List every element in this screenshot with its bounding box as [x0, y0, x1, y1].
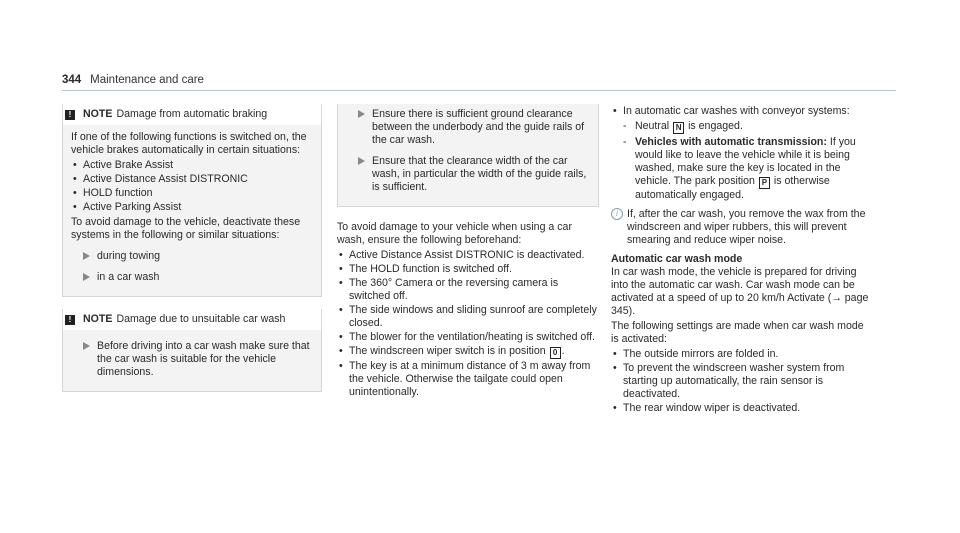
list-item: • The windscreen wiper switch is in position 0 .: [337, 345, 599, 359]
page-number: 344: [62, 74, 82, 86]
list-item: • The outside mirrors are folded in.: [611, 348, 873, 361]
neutral-key: N: [673, 122, 684, 134]
column-1: [62, 104, 322, 392]
mode-title: Automatic car wash mode: [611, 253, 743, 265]
step-item: [71, 340, 313, 379]
sub-item-text: If you would like to leave the vehicle while it is being washed, make sure the key is located in the vehicle. The park position: [635, 136, 856, 187]
mode-text: In car wash mode, the vehicle is prepared for driving into the automatic car wash. Car wash mode can be activated at a speed of up to 20 km/h Activate (→ page 345).: [611, 266, 869, 317]
section-title: Maintenance and care: [90, 74, 204, 86]
list-item: • The blower for the ventilation/heating is switched off.: [337, 331, 599, 344]
note-label: NOTE: [83, 108, 113, 120]
step-item: [71, 250, 313, 263]
note-body: [63, 125, 321, 296]
note-body: [63, 330, 321, 391]
dash-marker: -: [623, 120, 627, 132]
note-title: Damage due to unsuitable car wash: [116, 313, 286, 325]
arrow-icon: [358, 110, 365, 118]
arrow-icon: [83, 252, 90, 260]
info-text: If, after the car wash, you remove the wax from the windscreen and wiper rubbers, this will prevent smearing and reduce wiper noise.: [627, 208, 866, 246]
list-item: • The side windows and sliding sunroof are completely closed.: [337, 304, 599, 330]
sub-item-text: Neutral: [635, 120, 670, 132]
list-item: • Active Parking Assist: [71, 201, 313, 214]
step-text: during towing: [97, 250, 161, 262]
note-label: NOTE: [83, 313, 113, 325]
step-text: Ensure there is sufficient ground clearance between the underbody and the guide rails of the car wash.: [372, 108, 585, 146]
sub-item-text: is engaged.: [688, 120, 743, 132]
settings-intro: The following settings are made when car wash mode is activated:: [611, 320, 864, 345]
list-item: • The key is at a minimum distance of 3 m away from the vehicle. Otherwise the tailgate could open unintentionally.: [337, 360, 599, 399]
list-item: • HOLD function: [71, 187, 313, 200]
note-unsuitable-car-wash: [62, 309, 322, 392]
list-item-text: The windscreen wiper switch is in position: [349, 345, 546, 357]
note-intro: If one of the following functions is switched on, the vehicle brakes automatically in certain situations:: [71, 131, 307, 156]
note-continuation: [337, 104, 599, 207]
function-list: [71, 159, 313, 214]
list-item: • In automatic car washes with conveyor systems:: [611, 105, 873, 118]
arrow-icon: [358, 157, 365, 165]
info-note: [611, 208, 873, 247]
conveyor-list: [611, 105, 873, 118]
wiper-position-key: 0: [550, 347, 561, 359]
header-rule: [62, 90, 896, 91]
sub-item-automatic: [611, 136, 873, 202]
note-automatic-braking: [62, 104, 322, 297]
sub-item-text: is otherwise automatically engaged.: [635, 175, 830, 201]
list-item: • The 360° Camera or the reversing camera is switched off.: [337, 277, 599, 303]
park-key: P: [759, 177, 770, 189]
sub-item-heading: Vehicles with automatic transmission:: [635, 136, 827, 148]
column-2: [337, 104, 599, 401]
warning-icon: !: [65, 315, 75, 325]
step-item: [346, 108, 590, 147]
arrow-icon: [83, 342, 90, 350]
page-header: [62, 74, 896, 87]
settings-list: [611, 348, 873, 415]
arrow-icon: [83, 273, 90, 281]
step-item: [346, 155, 590, 194]
column-3: [611, 104, 873, 417]
warning-icon: !: [65, 110, 75, 120]
car-wash-intro: To avoid damage to your vehicle when using a car wash, ensure the following beforehand:: [337, 221, 572, 246]
list-item: • The rear window wiper is deactivated.: [611, 402, 873, 415]
sub-item-neutral: [611, 120, 873, 134]
info-icon: i: [611, 208, 623, 220]
step-item: [71, 271, 313, 284]
step-text: Before driving into a car wash make sure that the car wash is suitable for the vehicle dimensions.: [97, 340, 310, 378]
list-item: • Active Brake Assist: [71, 159, 313, 172]
step-text: Ensure that the clearance width of the car wash, in particular the width of the guide rails, is sufficient.: [372, 155, 587, 193]
note-header: [63, 104, 321, 125]
list-item: • The HOLD function is switched off.: [337, 263, 599, 276]
precheck-list: [337, 249, 599, 399]
list-item: • Active Distance Assist DISTRONIC is deactivated.: [337, 249, 599, 262]
list-item: • Active Distance Assist DISTRONIC: [71, 173, 313, 186]
step-text: in a car wash: [97, 271, 160, 283]
note-body: [338, 104, 598, 206]
list-item: • To prevent the windscreen washer system from starting up automatically, the rain sensor is deactivated.: [611, 362, 873, 401]
note-title: Damage from automatic braking: [116, 108, 268, 120]
dash-marker: -: [623, 136, 627, 148]
note-outro: To avoid damage to the vehicle, deactivate these systems in the following or similar situations:: [71, 216, 301, 241]
note-header: [63, 309, 321, 330]
